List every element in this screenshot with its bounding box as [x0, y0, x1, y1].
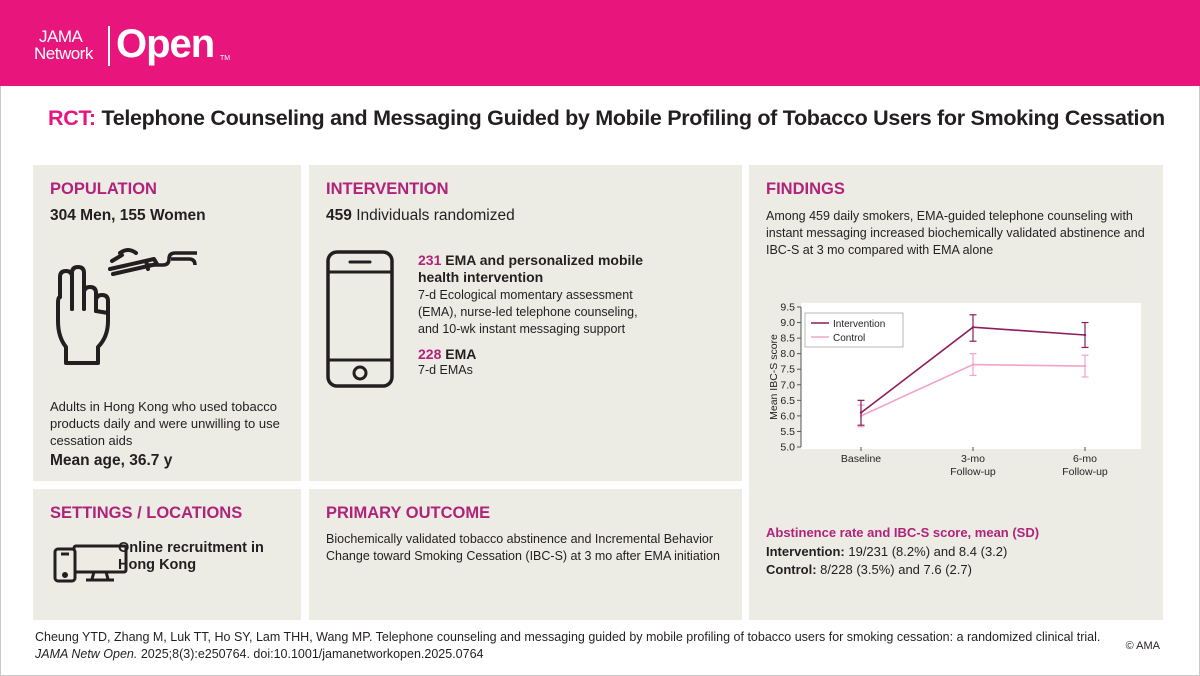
rate-row-control-label: Control:	[766, 562, 817, 577]
population-mean-age: Mean age, 36.7 y	[50, 452, 173, 469]
x-tick-label: 3-mo	[961, 453, 985, 465]
findings-heading: FINDINGS	[766, 180, 845, 198]
rate-row-intervention-value: 19/231 (8.2%) and 8.4 (3.2)	[848, 544, 1008, 559]
randomized-count: 459	[326, 207, 352, 224]
arm2-count: 228	[418, 346, 442, 362]
intervention-panel	[309, 165, 742, 481]
citation-line1: Cheung YTD, Zhang M, Luk TT, Ho SY, Lam THH, Wang MP. Telephone counseling and messaging guided by mobile profiling of tobacco users for smoking cessation: a randomized clinical trial.	[35, 630, 1101, 644]
findings-panel	[749, 165, 1163, 620]
settings-text: Online recruitment in Hong Kong	[118, 540, 264, 573]
y-axis-label: Mean IBC-S score	[768, 334, 780, 420]
y-tick-label: 8.0	[780, 348, 795, 361]
y-tick-label: 5.0	[780, 441, 795, 454]
rate-row-control	[766, 561, 972, 578]
x-tick-label: 6-mo	[1073, 453, 1097, 465]
intervention-data-point	[972, 326, 974, 328]
copyright: © AMA	[1125, 640, 1160, 652]
arm2-title	[418, 346, 476, 363]
citation-line2	[35, 646, 1100, 663]
x-tick-label: Follow-up	[1062, 466, 1108, 478]
randomized-text: Individuals randomized	[356, 207, 515, 224]
title-prefix: RCT:	[48, 106, 96, 130]
outcome-text: Biochemically validated tobacco abstinence and Incremental Behavior Change toward Smoking Cessation (IBC-S) at 3 mo after EMA initiation	[326, 532, 720, 563]
rate-heading: Abstinence rate and IBC-S score, mean (SD)	[766, 525, 1040, 540]
randomized-line	[326, 207, 515, 224]
logo-trademark: TM	[220, 55, 231, 62]
y-tick-label: 7.5	[780, 363, 795, 376]
intervention-heading: INTERVENTION	[326, 180, 449, 198]
y-tick-label: 7.0	[780, 379, 795, 392]
arm1-title-text: EMA and personalized mobile health intervention	[418, 252, 644, 285]
logo-open-text: Open	[116, 22, 215, 66]
arm2-description: 7-d EMAs	[418, 363, 473, 377]
population-description: Adults in Hong Kong who used tobacco products daily and were unwilling to use cessation aids	[50, 399, 280, 448]
legend-label-control: Control	[833, 333, 866, 344]
brand-header	[0, 0, 1200, 86]
settings-panel	[33, 489, 301, 620]
y-tick-label: 6.5	[780, 394, 795, 407]
control-data-point	[1084, 365, 1086, 367]
x-tick-label: Baseline	[840, 453, 882, 465]
findings-summary: Among 459 daily smokers, EMA-guided telephone counseling with instant messaging increased biochemically validated abstinence and IBC-S at 3 mo compared with EMA alone	[766, 209, 1145, 257]
logo-network-text: Network	[34, 44, 93, 63]
logo-divider	[108, 26, 110, 66]
arm1-title	[418, 252, 663, 286]
population-heading: POPULATION	[50, 180, 157, 198]
arm1-count: 231	[418, 252, 442, 268]
chart-legend	[805, 313, 903, 347]
y-tick-label: 6.0	[780, 410, 795, 423]
outcome-panel	[309, 489, 742, 620]
rate-row-control-value: 8/228 (3.5%) and 7.6 (2.7)	[820, 562, 972, 577]
legend-label-intervention: Intervention	[833, 319, 886, 330]
arm1-description: 7-d Ecological momentary assessment (EMA), nurse-led telephone counseling, and 10-wk instant messaging support	[418, 288, 638, 336]
control-data-point	[972, 363, 974, 365]
citation-journal: JAMA Netw Open.	[35, 647, 138, 661]
title-text: Telephone Counseling and Messaging Guided by Mobile Profiling of Tobacco Users for Smoking Cessation	[101, 106, 1165, 130]
logo-jama-text: JAMA	[39, 27, 83, 46]
population-panel	[33, 165, 301, 481]
outcome-heading: PRIMARY OUTCOME	[326, 504, 491, 522]
rate-row-intervention-label: Intervention:	[766, 544, 845, 559]
arm2-title-text: EMA	[445, 346, 477, 362]
intervention-data-point	[1084, 334, 1086, 336]
rate-row-intervention	[766, 543, 1007, 560]
ibcs-line-chart	[749, 295, 1163, 480]
citation-details: 2025;8(3):e250764. doi:10.1001/jamanetworkopen.2025.0764	[140, 647, 484, 661]
settings-heading: SETTINGS / LOCATIONS	[50, 504, 243, 522]
population-counts: 304 Men, 155 Women	[50, 207, 206, 224]
intervention-data-point	[860, 412, 862, 414]
smartphone-icon	[326, 250, 394, 388]
x-tick-label: Follow-up	[950, 466, 996, 478]
y-tick-label: 5.5	[780, 425, 795, 438]
y-tick-label: 9.5	[780, 301, 795, 314]
y-tick-label: 8.5	[780, 332, 795, 345]
y-tick-label: 9.0	[780, 317, 795, 330]
smoke-icon	[143, 247, 203, 271]
citation	[35, 629, 1100, 663]
page-title	[48, 106, 1165, 131]
